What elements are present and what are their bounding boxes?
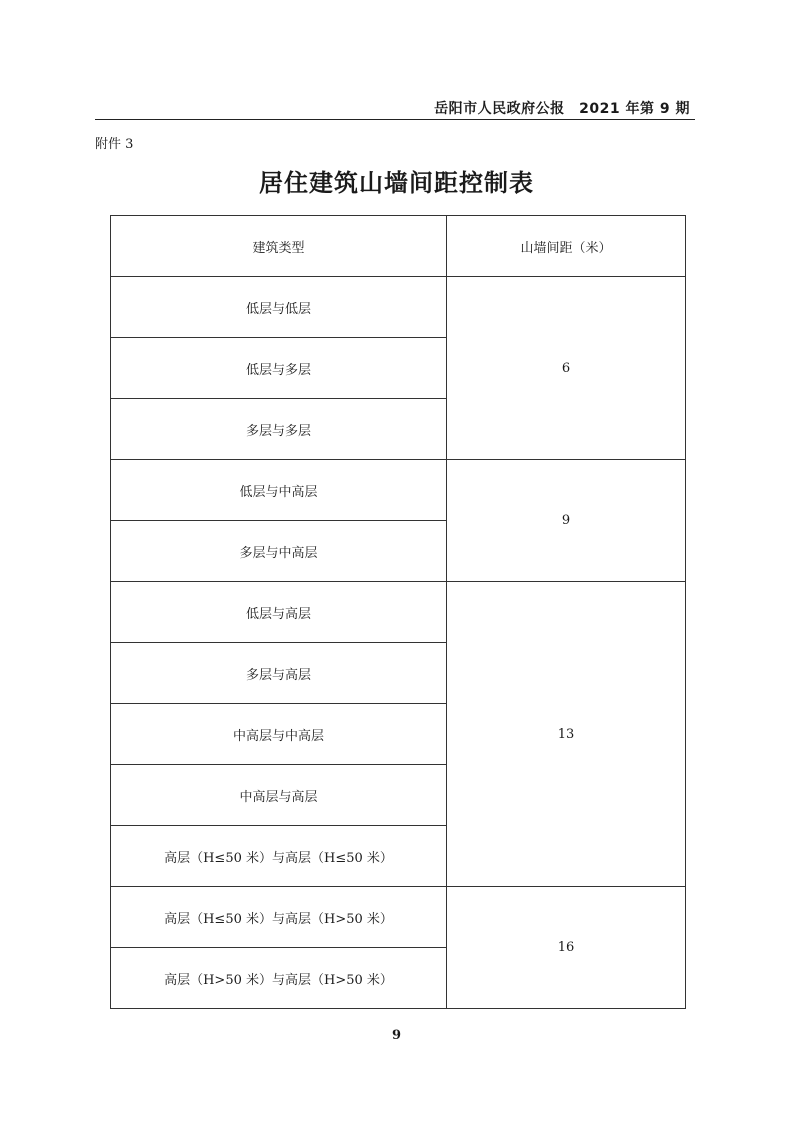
attachment-label: 附件 3 bbox=[95, 137, 134, 152]
header-divider bbox=[95, 119, 695, 120]
gable-distance-cell: 6 bbox=[447, 277, 686, 460]
building-type-cell: 低层与多层 bbox=[111, 338, 447, 399]
table-header-row bbox=[111, 216, 686, 277]
building-type-cell: 高层（H≤50 米）与高层（H≤50 米） bbox=[111, 826, 447, 887]
building-type-cell: 中高层与中高层 bbox=[111, 704, 447, 765]
gable-distance-cell: 9 bbox=[447, 460, 686, 582]
building-type-cell: 高层（H>50 米）与高层（H>50 米） bbox=[111, 948, 447, 1009]
column-header-gable-distance: 山墙间距（米） bbox=[447, 216, 686, 277]
page-number: 9 bbox=[391, 1028, 402, 1043]
table-row bbox=[111, 582, 686, 643]
spacing-table bbox=[110, 215, 686, 1009]
building-type-cell: 中高层与高层 bbox=[111, 765, 447, 826]
gable-distance-cell: 13 bbox=[447, 582, 686, 887]
page-header: 岳阳市人民政府公报 2021 年第 9 期 bbox=[434, 101, 690, 117]
building-type-cell: 低层与高层 bbox=[111, 582, 447, 643]
table-row bbox=[111, 460, 686, 521]
building-type-cell: 低层与低层 bbox=[111, 277, 447, 338]
building-type-cell: 多层与中高层 bbox=[111, 521, 447, 582]
building-type-cell: 多层与多层 bbox=[111, 399, 447, 460]
table-row bbox=[111, 277, 686, 338]
building-type-cell: 多层与高层 bbox=[111, 643, 447, 704]
table-row bbox=[111, 887, 686, 948]
gable-distance-cell: 16 bbox=[447, 887, 686, 1009]
building-type-cell: 高层（H≤50 米）与高层（H>50 米） bbox=[111, 887, 447, 948]
building-type-cell: 低层与中高层 bbox=[111, 460, 447, 521]
table-title: 居住建筑山墙间距控制表 bbox=[259, 168, 534, 197]
column-header-building-type: 建筑类型 bbox=[111, 216, 447, 277]
